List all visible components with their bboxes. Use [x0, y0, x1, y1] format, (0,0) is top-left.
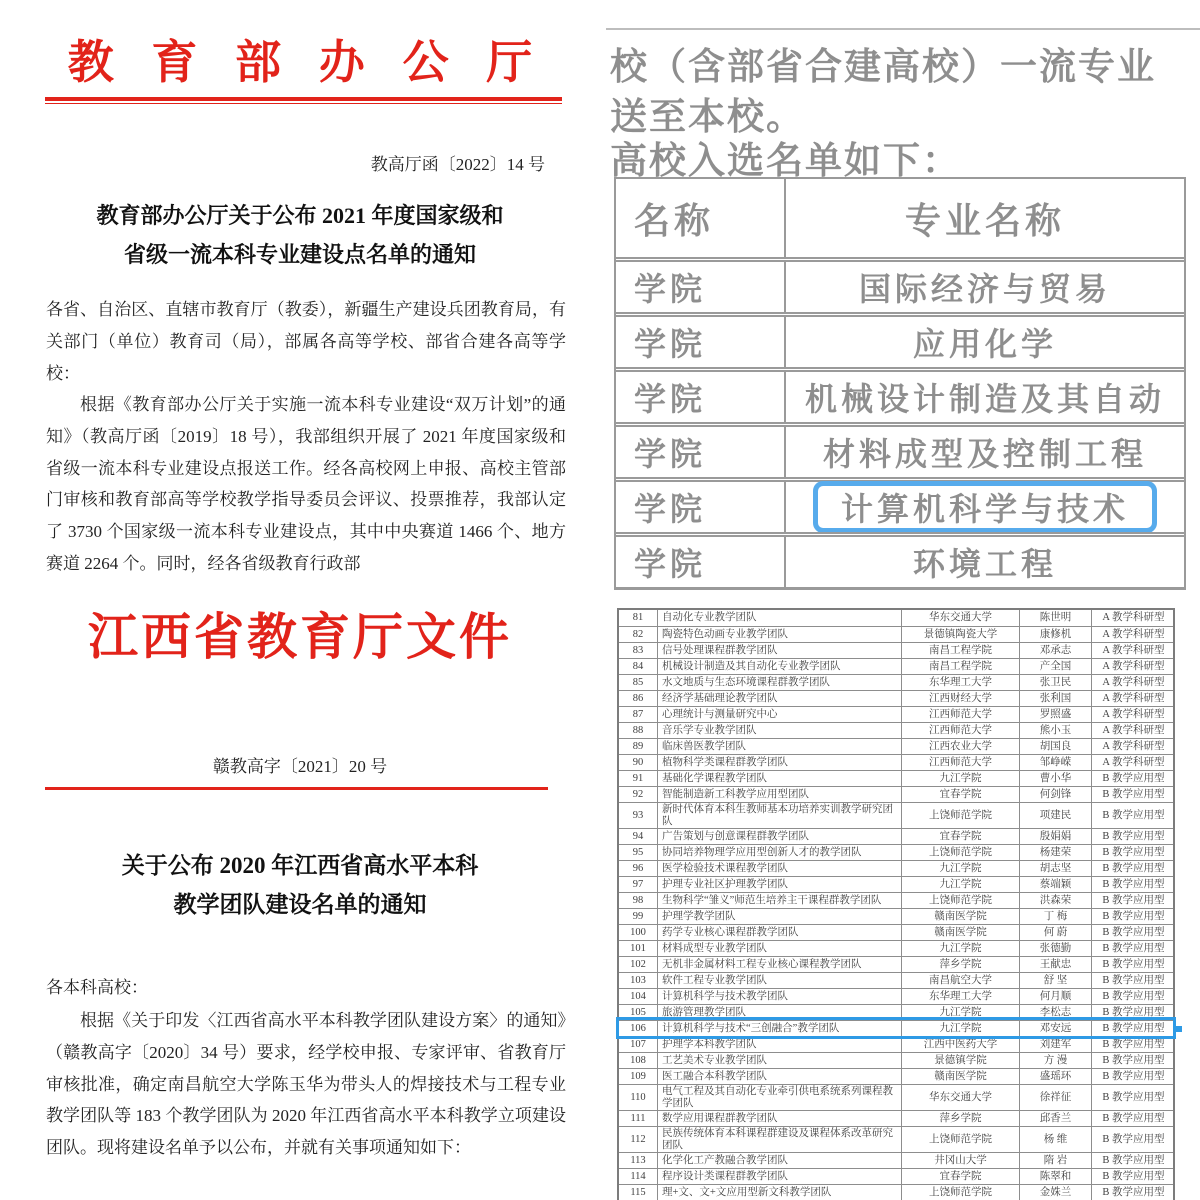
roster-row: [619, 860, 1173, 876]
roster-leader-cell: 康修机: [1019, 627, 1091, 642]
roster-team-cell: 植物科学类课程群教学团队: [657, 755, 901, 770]
roster-leader-cell: 王献忠: [1019, 957, 1091, 972]
roster-team-cell: 信号处理课程群教学团队: [657, 643, 901, 658]
roster-no-cell: 90: [632, 756, 644, 768]
majors-table-row: [616, 312, 1184, 367]
roster-row: [619, 770, 1173, 786]
roster-leader-cell: 胡国良: [1019, 739, 1091, 754]
roster-leader-cell: 张利国: [1019, 691, 1091, 706]
roster-row: [619, 722, 1173, 738]
roster-univ-cell: 上饶师范学院: [901, 893, 1019, 908]
roster-team-cell: 医工融合本科教学团队: [657, 1069, 901, 1084]
doc2-title-line2: 教学团队建设名单的通知: [173, 892, 427, 917]
roster-team-cell: 计算机科学与技术“三创融合”教学团队: [657, 1021, 901, 1036]
roster-row: [619, 690, 1173, 706]
roster-univ-cell: 江西师范大学: [901, 723, 1019, 738]
roster-no-cell: 81: [632, 612, 644, 623]
roster-row: [619, 1126, 1173, 1152]
roster-cat-cell: A 教学科研型: [1091, 691, 1175, 706]
roster-cat-cell: B 教学应用型: [1091, 893, 1175, 908]
roster-leader-cell: 胡志坚: [1019, 861, 1091, 876]
roster-univ-cell: 赣南医学院: [901, 1069, 1019, 1084]
roster-no-cell: 101: [630, 942, 646, 954]
roster-leader-cell: 李松志: [1019, 1005, 1091, 1020]
roster-cat-cell: B 教学应用型: [1091, 1005, 1175, 1020]
roster-cat-cell: B 教学应用型: [1091, 909, 1175, 924]
doc2-title-line1: 关于公布 2020 年江西省高水平本科: [121, 853, 479, 878]
roster-leader-cell: 邓承志: [1019, 643, 1091, 658]
roster-univ-cell: 萍乡学院: [901, 957, 1019, 972]
roster-leader-cell: 杨建荣: [1019, 845, 1091, 860]
doc1-salutation: 各省、自治区、直辖市教育厅（教委），新疆生产建设兵团教育局，有关部门（单位）教育司（局），部属各高等学校、部省合建各高等学校：: [46, 300, 566, 383]
roster-row: [619, 1052, 1173, 1068]
college-cell: 学院: [616, 262, 786, 312]
roster-row: [619, 876, 1173, 892]
roster-univ-cell: 江西中医药大学: [901, 1037, 1019, 1052]
roster-leader-cell: 罗照盛: [1019, 707, 1091, 722]
roster-team-cell: 工艺美术专业教学团队: [657, 1053, 901, 1068]
college-cell: 学院: [616, 482, 786, 532]
roster-team-cell: 生物科学“雏义”师范生培养主干课程群教学团队: [657, 893, 901, 908]
roster-leader-cell: 殷娟娟: [1019, 829, 1091, 844]
majors-table-row: [616, 257, 1184, 312]
roster-team-cell: 陶瓷特色动画专业教学团队: [657, 627, 901, 642]
roster-univ-cell: 上饶师范学院: [901, 803, 1019, 828]
roster-team-cell: 心理统计与测量研究中心: [657, 707, 901, 722]
doc1-title: [30, 196, 570, 274]
roster-cat-cell: B 教学应用型: [1091, 787, 1175, 802]
roster-univ-cell: 萍乡学院: [901, 1111, 1019, 1126]
roster-leader-cell: 洪森荣: [1019, 893, 1091, 908]
roster-univ-cell: 江西财经大学: [901, 691, 1019, 706]
roster-no-cell: 82: [632, 628, 644, 640]
roster-cat-cell: B 教学应用型: [1091, 973, 1175, 988]
doc1-red-divider: [45, 97, 562, 104]
roster-no-cell: 106: [630, 1022, 646, 1034]
roster-univ-cell: 南昌工程学院: [901, 643, 1019, 658]
majors-table-row: [616, 367, 1184, 422]
roster-cat-cell: A 教学科研型: [1091, 707, 1175, 722]
snippet-top-border: [606, 28, 1200, 30]
roster-no-cell: 104: [630, 990, 646, 1002]
roster-row: [619, 802, 1173, 828]
roster-leader-cell: 邓安远: [1019, 1021, 1091, 1036]
roster-row: [619, 1168, 1173, 1184]
roster-univ-cell: 赣南医学院: [901, 909, 1019, 924]
roster-univ-cell: 江西师范大学: [901, 707, 1019, 722]
roster-univ-cell: 景德镇陶瓷大学: [901, 627, 1019, 642]
roster-no-cell: 103: [630, 974, 646, 986]
roster-leader-cell: 产全国: [1019, 659, 1091, 674]
roster-row: [619, 1184, 1173, 1200]
roster-cat-cell: A 教学科研型: [1091, 610, 1175, 626]
roster-cat-cell: B 教学应用型: [1091, 1153, 1175, 1168]
roster-cat-cell: B 教学应用型: [1091, 1111, 1175, 1126]
college-cell: 学院: [616, 427, 786, 477]
roster-cat-cell: A 教学科研型: [1091, 739, 1175, 754]
roster-cat-cell: B 教学应用型: [1091, 1185, 1175, 1200]
roster-no-cell: 99: [632, 910, 644, 922]
roster-cat-cell: B 教学应用型: [1091, 1169, 1175, 1184]
roster-leader-cell: 徐祥征: [1019, 1085, 1091, 1110]
major-cell: 国际经济与贸易: [858, 271, 1111, 307]
roster-leader-cell: 金姝兰: [1019, 1185, 1091, 1200]
roster-no-cell: 107: [630, 1038, 646, 1050]
snippet-line-2: 送至本校。: [610, 97, 805, 138]
roster-cat-cell: B 教学应用型: [1091, 829, 1175, 844]
roster-team-cell: 材料成型专业教学团队: [657, 941, 901, 956]
doc1-agency-title: 教育部办公厅: [67, 37, 571, 88]
roster-team-cell: 无机非金属材料工程专业核心课程教学团队: [657, 957, 901, 972]
majors-snippet-panel: [600, 0, 1200, 600]
roster-leader-cell: 盛瑶环: [1019, 1069, 1091, 1084]
roster-leader-cell: 邹峥嵘: [1019, 755, 1091, 770]
majors-header-major: 专业名称: [904, 200, 1065, 241]
majors-table-body: [616, 257, 1184, 587]
roster-univ-cell: 宜春学院: [901, 829, 1019, 844]
roster-team-cell: 护理专业社区护理教学团队: [657, 877, 901, 892]
roster-cat-cell: B 教学应用型: [1091, 989, 1175, 1004]
roster-leader-cell: 蔡端颖: [1019, 877, 1091, 892]
roster-univ-cell: 上饶师范学院: [901, 1127, 1019, 1152]
roster-leader-cell: 杨 维: [1019, 1127, 1091, 1152]
roster-leader-cell: 熊小玉: [1019, 723, 1091, 738]
roster-no-cell: 98: [632, 894, 644, 906]
roster-team-cell: 护理学教学团队: [657, 909, 901, 924]
doc1-body: 根据《教育部办公厅关于实施一流本科专业建设“双万计划”的通知》（教高厅函〔2019〕18 号），我部组织开展了 2021 年度国家级和省级一流本科专业建设点报送工作。经各高校网上申报、高校主管部门审核和教育部高等学校教学指导委员会评议、投票推荐，我部认定了 3730 个国家级一流本科专业建设点，其中中央赛道 1466 个、地方赛道 2264 个。同时，经各省级教育行政部: [46, 395, 566, 573]
roster-no-cell: 88: [632, 724, 644, 736]
roster-leader-cell: 何月顺: [1019, 989, 1091, 1004]
roster-team-cell: 民族传统体育本科课程群建设及课程体系改革研究团队: [657, 1127, 901, 1152]
roster-table-body: [619, 610, 1173, 1200]
roster-cat-cell: B 教学应用型: [1091, 877, 1175, 892]
roster-no-cell: 111: [630, 1112, 646, 1124]
roster-team-cell: 药学专业核心课程群教学团队: [657, 925, 901, 940]
roster-row: [619, 1152, 1173, 1168]
roster-team-cell: 音乐学专业教学团队: [657, 723, 901, 738]
roster-univ-cell: 宜春学院: [901, 1169, 1019, 1184]
roster-row: [619, 610, 1173, 626]
roster-no-cell: 113: [630, 1154, 646, 1166]
roster-leader-cell: 陈世明: [1019, 610, 1091, 626]
roster-no-cell: 102: [630, 958, 646, 970]
major-cell: 环境工程: [912, 546, 1057, 582]
doc2-number: 赣教高字〔2021〕20 号: [212, 757, 388, 776]
roster-row: [619, 1036, 1173, 1052]
roster-leader-cell: 丁 梅: [1019, 909, 1091, 924]
roster-row: [619, 1084, 1173, 1110]
roster-univ-cell: 上饶师范学院: [901, 1185, 1019, 1200]
roster-cat-cell: A 教学科研型: [1091, 723, 1175, 738]
roster-leader-cell: 何 蔚: [1019, 925, 1091, 940]
roster-no-cell: 97: [632, 878, 644, 890]
roster-cat-cell: A 教学科研型: [1091, 627, 1175, 642]
roster-cat-cell: B 教学应用型: [1091, 1037, 1175, 1052]
roster-leader-cell: 邱香兰: [1019, 1111, 1091, 1126]
roster-univ-cell: 南昌航空大学: [901, 973, 1019, 988]
roster-leader-cell: 隋 岩: [1019, 1153, 1091, 1168]
major-cell: 材料成型及控制工程: [822, 436, 1147, 472]
roster-table: [617, 608, 1175, 1200]
college-cell: 学院: [616, 372, 786, 422]
roster-cat-cell: B 教学应用型: [1091, 1085, 1175, 1110]
roster-univ-cell: 东华理工大学: [901, 989, 1019, 1004]
roster-team-cell: 新时代体育本科生教师基本功培养实训教学研究团队: [657, 803, 901, 828]
roster-team-cell: 计算机科学与技术教学团队: [657, 989, 901, 1004]
roster-team-cell: 软件工程专业教学团队: [657, 973, 901, 988]
roster-no-cell: 100: [630, 926, 646, 938]
roster-row: [619, 1004, 1173, 1020]
roster-cat-cell: B 教学应用型: [1091, 803, 1175, 828]
roster-team-cell: 医学检验技术课程教学团队: [657, 861, 901, 876]
doc2-agency-banner: 江西省教育厅文件: [88, 609, 512, 665]
roster-leader-cell: 方 漫: [1019, 1053, 1091, 1068]
roster-leader-cell: 刘建军: [1019, 1037, 1091, 1052]
majors-header-name: 名称: [616, 179, 786, 257]
roster-univ-cell: 九江学院: [901, 941, 1019, 956]
roster-no-cell: 86: [632, 692, 644, 704]
roster-cat-cell: A 教学科研型: [1091, 675, 1175, 690]
majors-table-row: [616, 532, 1184, 587]
roster-team-cell: 协同培养物理学应用型创新人才的教学团队: [657, 845, 901, 860]
roster-cat-cell: A 教学科研型: [1091, 659, 1175, 674]
roster-no-cell: 95: [632, 846, 644, 858]
roster-row: [619, 908, 1173, 924]
college-cell: 学院: [616, 317, 786, 367]
roster-team-cell: 护理学本科教学团队: [657, 1037, 901, 1052]
roster-no-cell: 109: [630, 1070, 646, 1082]
roster-no-cell: 112: [630, 1133, 646, 1145]
snippet-line-3: 高校入选名单如下：: [610, 141, 961, 182]
roster-team-cell: 临床兽医教学团队: [657, 739, 901, 754]
roster-cat-cell: B 教学应用型: [1091, 771, 1175, 786]
roster-no-cell: 92: [632, 788, 644, 800]
roster-cat-cell: B 教学应用型: [1091, 1127, 1175, 1152]
major-cell: 计算机科学与技术: [786, 482, 1184, 532]
snippet-line-1: 校（含部省合建高校）一流专业: [610, 47, 1156, 88]
majors-table-row: [616, 477, 1184, 532]
roster-team-cell: 理+文、文+文应用型新文科教学团队: [657, 1185, 901, 1200]
roster-no-cell: 89: [632, 740, 644, 752]
roster-no-cell: 110: [630, 1091, 646, 1103]
roster-cat-cell: B 教学应用型: [1091, 1021, 1175, 1036]
roster-no-cell: 115: [630, 1186, 646, 1198]
majors-table-row: [616, 422, 1184, 477]
roster-leader-cell: 舒 坚: [1019, 973, 1091, 988]
major-cell: 应用化学: [912, 326, 1057, 362]
roster-univ-cell: 东华理工大学: [901, 675, 1019, 690]
roster-row: [619, 642, 1173, 658]
roster-cat-cell: B 教学应用型: [1091, 957, 1175, 972]
roster-no-cell: 85: [632, 676, 644, 688]
roster-cat-cell: B 教学应用型: [1091, 1069, 1175, 1084]
roster-team-cell: 广告策划与创意课程群教学团队: [657, 829, 901, 844]
roster-cat-cell: A 教学科研型: [1091, 755, 1175, 770]
roster-team-cell: 数学应用课程群教学团队: [657, 1111, 901, 1126]
roster-team-cell: 智能制造新工科教学应用型团队: [657, 787, 901, 802]
roster-row: [619, 754, 1173, 770]
roster-no-cell: 83: [632, 644, 644, 656]
roster-univ-cell: 景德镇学院: [901, 1053, 1019, 1068]
roster-row: [619, 1020, 1173, 1036]
college-cell: 学院: [616, 537, 786, 587]
doc2-body: 根据《关于印发〈江西省高水平本科教学团队建设方案〉的通知》（赣教高字〔2020〕34 号）要求，经学校申报、专家评审、省教育厅审核批准，确定南昌航空大学陈玉华为带头人的焊接技术与工程专业教学团队等 183 个教学团队为 2020 年江西省高水平本科教学立项建设团队。现将建设名单予以公布，并就有关事项通知如下：: [46, 1011, 566, 1158]
roster-univ-cell: 赣南医学院: [901, 925, 1019, 940]
roster-univ-cell: 九江学院: [901, 771, 1019, 786]
roster-team-cell: 基础化学课程教学团队: [657, 771, 901, 786]
roster-row: [619, 956, 1173, 972]
roster-cat-cell: B 教学应用型: [1091, 925, 1175, 940]
roster-no-cell: 94: [632, 830, 644, 842]
roster-univ-cell: 井冈山大学: [901, 1153, 1019, 1168]
roster-row: [619, 988, 1173, 1004]
roster-univ-cell: 江西师范大学: [901, 755, 1019, 770]
roster-no-cell: 114: [630, 1170, 646, 1182]
roster-cat-cell: B 教学应用型: [1091, 941, 1175, 956]
roster-no-cell: 91: [632, 772, 644, 784]
roster-row: [619, 1110, 1173, 1126]
roster-univ-cell: 九江学院: [901, 861, 1019, 876]
roster-cat-cell: B 教学应用型: [1091, 861, 1175, 876]
doc1-number: 教高厅函〔2022〕14 号: [370, 155, 545, 174]
major-cell: 机械设计制造及其自动: [804, 381, 1165, 417]
roster-cat-cell: B 教学应用型: [1091, 845, 1175, 860]
roster-row: [619, 658, 1173, 674]
roster-team-cell: 旅游管理教学团队: [657, 1005, 901, 1020]
majors-table-header: [616, 179, 1184, 257]
roster-team-cell: 程序设计类课程群教学团队: [657, 1169, 901, 1184]
roster-leader-cell: 何剑锋: [1019, 787, 1091, 802]
roster-no-cell: 105: [630, 1006, 646, 1018]
roster-row: [619, 674, 1173, 690]
roster-row: [619, 738, 1173, 754]
roster-team-cell: 水文地质与生态环境课程群教学团队: [657, 675, 901, 690]
roster-univ-cell: 宜春学院: [901, 787, 1019, 802]
doc1-title-line1: 教育部办公厅关于公布 2021 年度国家级和: [96, 203, 504, 228]
roster-univ-cell: 九江学院: [901, 1021, 1019, 1036]
doc2-red-divider: [45, 787, 548, 790]
roster-univ-cell: 江西农业大学: [901, 739, 1019, 754]
roster-team-cell: 机械设计制造及其自动化专业教学团队: [657, 659, 901, 674]
roster-row: [619, 706, 1173, 722]
doc2-title: [30, 846, 570, 924]
roster-team-cell: 经济学基础理论教学团队: [657, 691, 901, 706]
doc1-title-line2: 省级一流本科专业建设点名单的通知: [123, 242, 476, 267]
roster-leader-cell: 项建民: [1019, 803, 1091, 828]
roster-leader-cell: 曹小华: [1019, 771, 1091, 786]
roster-team-cell: 电气工程及其自动化专业牵引供电系统系列课程教学团队: [657, 1085, 901, 1110]
roster-team-cell: 化学化工产教融合教学团队: [657, 1153, 901, 1168]
roster-univ-cell: 南昌工程学院: [901, 659, 1019, 674]
roster-leader-cell: 张卫民: [1019, 675, 1091, 690]
roster-row: [619, 940, 1173, 956]
roster-no-cell: 108: [630, 1054, 646, 1066]
roster-no-cell: 84: [632, 660, 644, 672]
roster-leader-cell: 陈翠和: [1019, 1169, 1091, 1184]
roster-row: [619, 924, 1173, 940]
roster-row: [619, 828, 1173, 844]
roster-row: [619, 1068, 1173, 1084]
roster-no-cell: 96: [632, 862, 644, 874]
roster-univ-cell: 九江学院: [901, 1005, 1019, 1020]
roster-leader-cell: 张德勤: [1019, 941, 1091, 956]
roster-row: [619, 786, 1173, 802]
roster-no-cell: 87: [632, 708, 644, 720]
roster-team-cell: 自动化专业教学团队: [657, 610, 901, 626]
roster-univ-cell: 华东交通大学: [901, 610, 1019, 626]
roster-univ-cell: 上饶师范学院: [901, 845, 1019, 860]
roster-no-cell: 93: [632, 809, 644, 821]
roster-univ-cell: 九江学院: [901, 877, 1019, 892]
roster-row: [619, 892, 1173, 908]
roster-row: [619, 844, 1173, 860]
doc2-salutation: 各本科高校：: [46, 978, 148, 997]
roster-cat-cell: A 教学科研型: [1091, 643, 1175, 658]
roster-row: [619, 972, 1173, 988]
roster-univ-cell: 华东交通大学: [901, 1085, 1019, 1110]
majors-table: [614, 177, 1186, 590]
roster-row: [619, 626, 1173, 642]
roster-cat-cell: B 教学应用型: [1091, 1053, 1175, 1068]
highlight-box-major: [813, 481, 1157, 533]
